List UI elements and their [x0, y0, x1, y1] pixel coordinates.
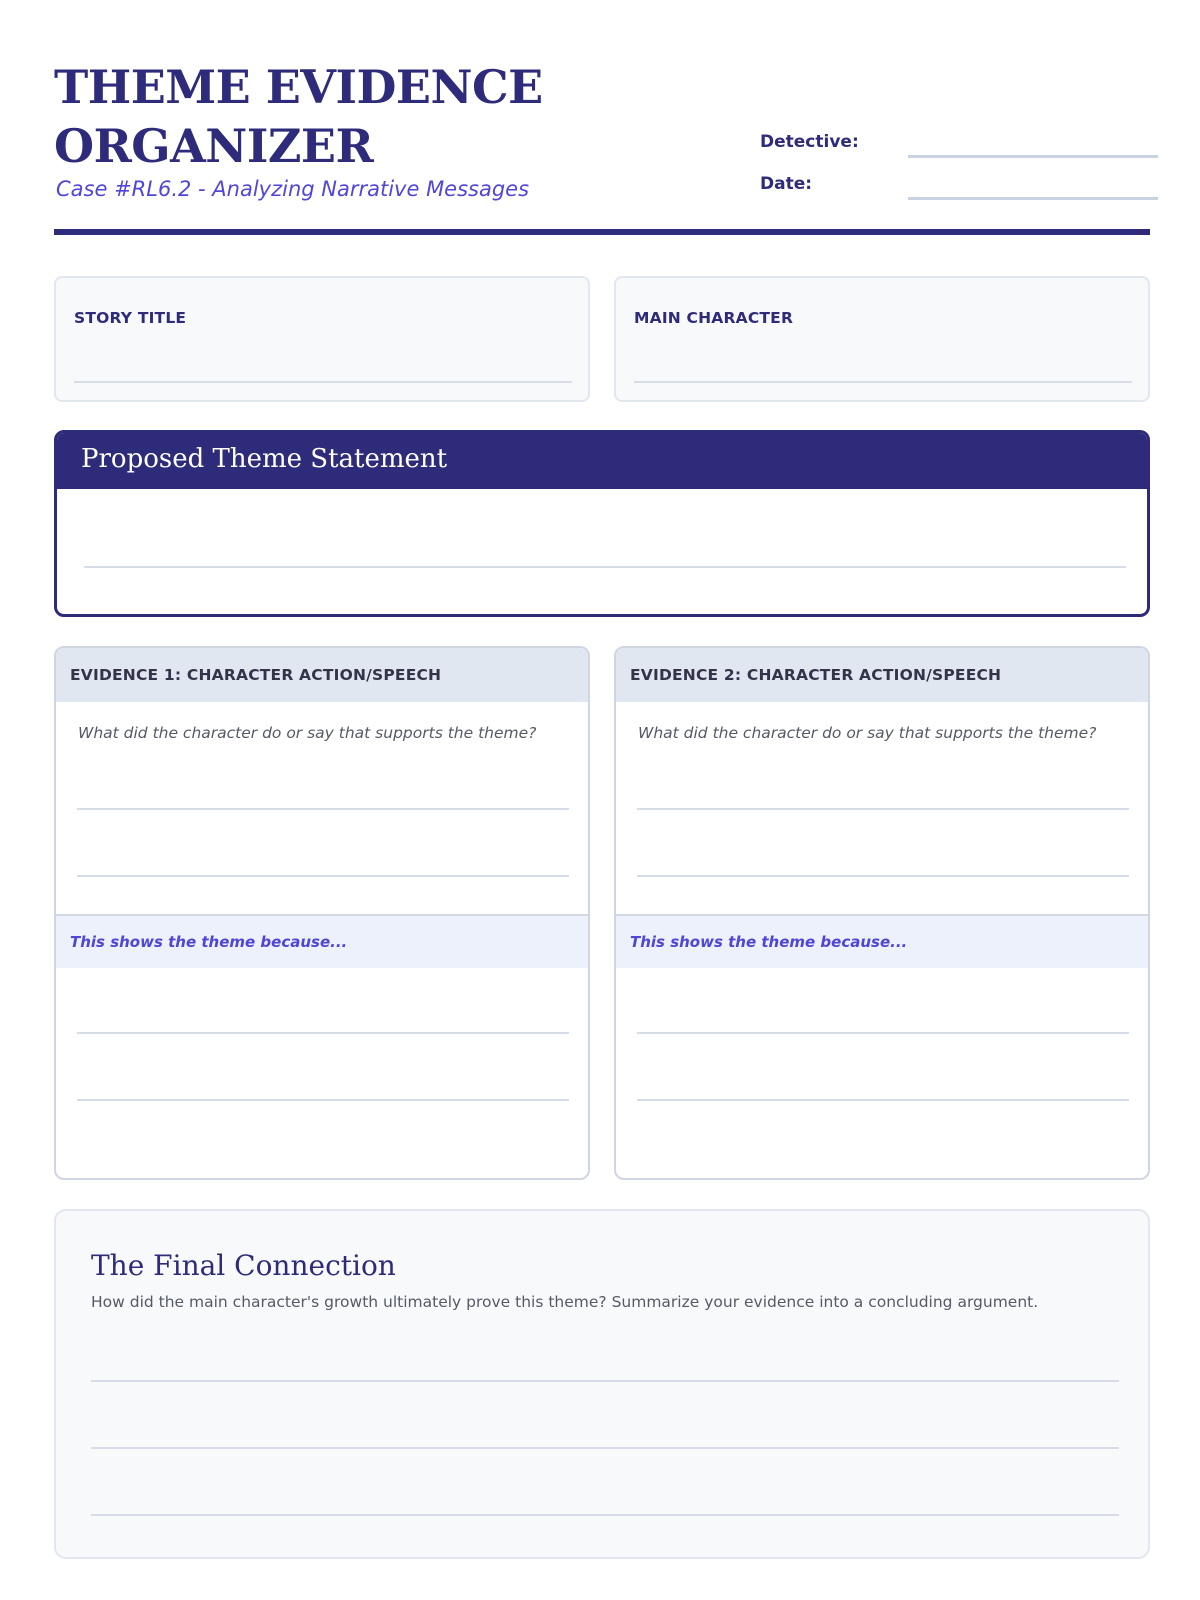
- page-subtitle: Case #RL6.2 - Analyzing Narrative Messages: [56, 177, 530, 201]
- main-character-input-line[interactable]: [634, 381, 1132, 383]
- because-input-line[interactable]: [637, 1099, 1129, 1101]
- detective-label: Detective:: [760, 132, 859, 152]
- worksheet-header: [54, 56, 1150, 236]
- evidence-prompt: What did the character do or say that supports the theme?: [78, 724, 537, 742]
- detective-input-line[interactable]: [908, 155, 1158, 158]
- theme-statement-heading: Proposed Theme Statement: [81, 444, 448, 474]
- page-title: [54, 58, 734, 176]
- evidence-input-line[interactable]: [77, 875, 569, 877]
- final-input-line[interactable]: [91, 1514, 1119, 1516]
- final-connection-heading: The Final Connection: [91, 1249, 396, 1282]
- evidence-prompt: What did the character do or say that supports the theme?: [638, 724, 1097, 742]
- story-title-input-line[interactable]: [74, 381, 572, 383]
- evidence-card-2: [614, 646, 1150, 1180]
- evidence-card-title: EVIDENCE 2: CHARACTER ACTION/SPEECH: [630, 666, 1002, 684]
- theme-statement-input-line[interactable]: [84, 566, 1126, 568]
- theme-statement-box: [54, 430, 1150, 617]
- story-title-box: [54, 276, 590, 402]
- theme-statement-header: [57, 433, 1147, 489]
- final-input-line[interactable]: [91, 1447, 1119, 1449]
- final-connection-box: [54, 1209, 1150, 1559]
- evidence-card-header: [56, 648, 588, 702]
- because-input-line[interactable]: [77, 1032, 569, 1034]
- evidence-input-line[interactable]: [637, 875, 1129, 877]
- because-band: [56, 916, 588, 968]
- because-input-line[interactable]: [637, 1032, 1129, 1034]
- page-title-line-2: ORGANIZER: [54, 119, 374, 173]
- final-connection-description: How did the main character's growth ultimately prove this theme? Summarize your evidence into a concluding argument.: [91, 1293, 1039, 1311]
- header-divider: [54, 229, 1150, 235]
- date-input-line[interactable]: [908, 197, 1158, 200]
- date-field: [760, 174, 1150, 204]
- story-title-label: STORY TITLE: [74, 309, 187, 327]
- evidence-card-header: [616, 648, 1148, 702]
- because-label: This shows the theme because...: [70, 933, 348, 951]
- evidence-input-line[interactable]: [77, 808, 569, 810]
- evidence-input-line[interactable]: [637, 808, 1129, 810]
- date-label: Date:: [760, 174, 813, 194]
- because-input-line[interactable]: [77, 1099, 569, 1101]
- evidence-card-1: [54, 646, 590, 1180]
- main-character-label: MAIN CHARACTER: [634, 309, 794, 327]
- because-band: [616, 916, 1148, 968]
- page-title-line-1: THEME EVIDENCE: [54, 60, 543, 114]
- final-input-line[interactable]: [91, 1380, 1119, 1382]
- detective-field: [760, 132, 1150, 162]
- because-label: This shows the theme because...: [630, 933, 908, 951]
- evidence-card-title: EVIDENCE 1: CHARACTER ACTION/SPEECH: [70, 666, 442, 684]
- main-character-box: [614, 276, 1150, 402]
